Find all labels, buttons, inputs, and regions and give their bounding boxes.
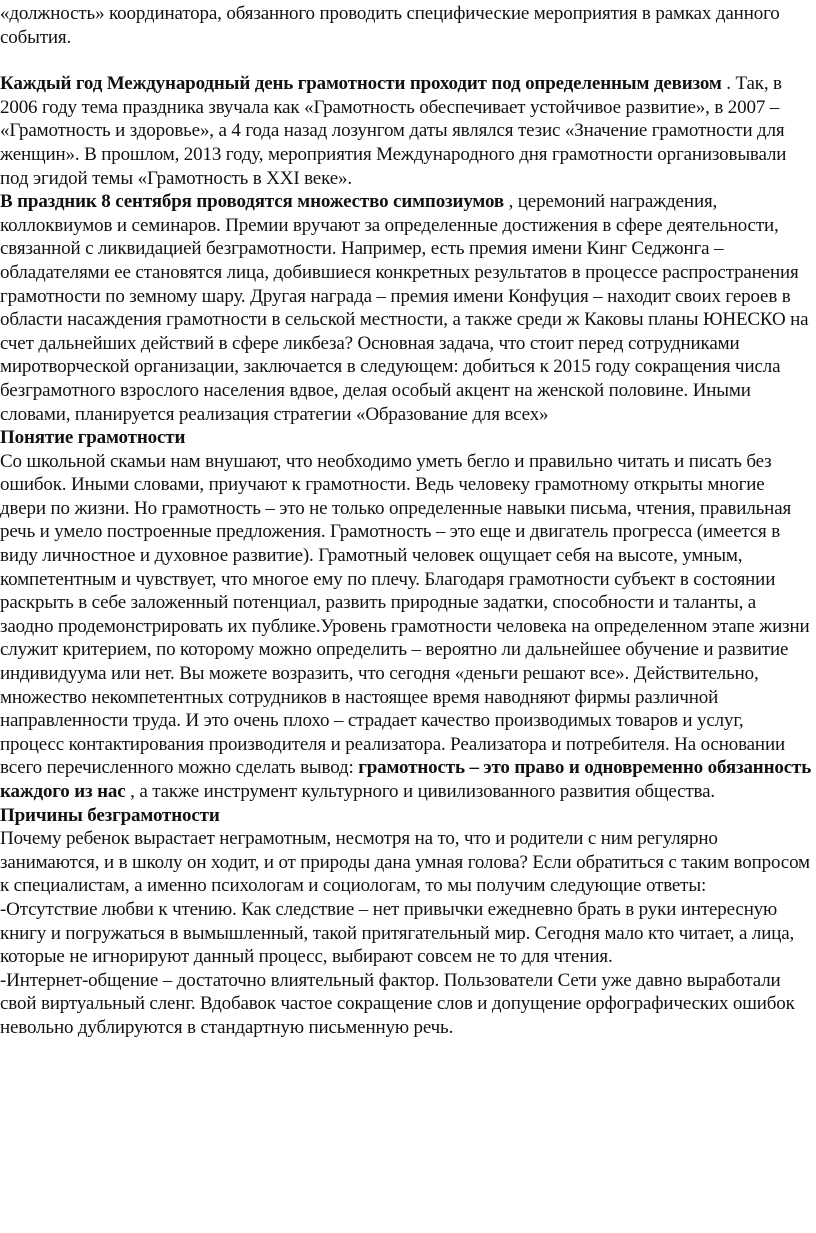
symposia-text: , церемоний награждения, коллоквиумов и семинаров. Премии вручают за определенные достижения в сфере деятельности, связанной с ликвидацией безграмотности. Например, есть премия имени Кинг Седжонга – обладателями ее становятся лица, добившиеся конкретных результатов в процессе распространения грамотности по земному шару. Другая награда – премия имени Конфуция – находит своих героев в области насаждения грамотности в сельской местности, а также среди ж Каковы планы ЮНЕСКО на счет дальнейших действий в сфере ликбеза? Основная задача, что стоит перед сотрудниками миротворческой организации, заключается в следующем: добиться к 2015 году сокращения числа безграмотного взрослого населения вдвое, делая особый акцент на женской половине. Иными словами, планируется реализация стратегии «Образование для всех» [0, 191, 809, 425]
concept-conclusion: грамотность – это право и одновременно обязанность каждого из нас [0, 757, 812, 802]
intro-paragraph [0, 2, 812, 49]
motto-paragraph [0, 72, 812, 190]
reading-paragraph: -Отсутствие любви к чтению. Как следствие – нет привычки ежедневно брать в руки интересную книгу и погружаться в вымышленный, такой притягательный мир. Сегодня мало кто читает, а лица, которые не игнорируют данный процесс, выбирают совсем не то для чтения. [0, 898, 795, 968]
motto-lead: Каждый год Международный день грамотности проходит под определенным девизом [0, 73, 722, 95]
concept-paragraph [0, 450, 812, 804]
paragraph-gap [0, 49, 812, 72]
concept-heading: Понятие грамотности [0, 427, 186, 449]
causes-paragraph: Почему ребенок вырастает неграмотным, несмотря на то, что и родители с ним регулярно занимаются, и в школу он ходит, и от природы дана умная голова? Если обратиться с таким вопросом к специалистам, а именно психологам и социологам, то мы получим следующие ответы: [0, 828, 810, 897]
concept-text: Со школьной скамьи нам внушают, что необходимо уметь бегло и правильно читать и писать без ошибок. Иными словами, приучают к грамотности. Ведь человеку грамотному открыты многие двери по жизни. Но грамотность – это не только определенные навыки письма, чтения, правильная речь и умело построенные предложения. Грамотность – это еще и двигатель прогресса (имеется в виду личностное и духовное развитие). Грамотный человек ощущает себя на высоте, умным, компетентным и чувствует, что многое ему по плечу. Благодаря грамотности субъект в состоянии раскрыть в себе заложенный потенциал, развить природные задатки, способности и таланты, а заодно продемонстрировать их публике.Уровень грамотности человека на определенном этапе жизни служит критерием, по которому можно определить – вероятно ли дальнейшее обучение и развитие индивидуума или нет. Вы можете возразить, что сегодня «деньги решают все». Действительно, множество некомпетентных сотрудников в настоящее время наводняют фирмы различной направленности труда. И это очень плохо – страдает качество производимых товаров и услуг, процесс контактирования производителя и реализатора. Реализатора и потребителя. На основании всего перечисленного можно сделать вывод: [0, 450, 810, 779]
concept-tail: , а также инструмент культурного и цивилизованного развития общества. [125, 781, 715, 802]
intro-text: «должность» координатора, обязанного проводить специфические мероприятия в рамках данного события. [0, 3, 780, 48]
symposia-lead: В праздник 8 сентября проводятся множество симпозиумов [0, 191, 504, 213]
symposia-paragraph [0, 190, 812, 426]
causes-heading: Причины безграмотности [0, 804, 220, 826]
internet-paragraph: -Интернет-общение – достаточно влиятельный фактор. Пользователи Сети уже давно выработали свой виртуальный сленг. Вдобавок частое сокращение слов и допущение орфографических ошибок невольно дублируются в стандартную письменную речь. [0, 969, 795, 1038]
motto-text: . Так, в 2006 году тема праздника звучала как «Грамотность обеспечивает устойчивое развитие», в 2007 – «Грамотность и здоровье», а 4 года назад лозунгом даты являлся тезис «Значение грамотности для женщин». В прошлом, 2013 году, мероприятия Международного дня грамотности организовывали под эгидой темы «Грамотность в XXI веке». [0, 73, 787, 189]
